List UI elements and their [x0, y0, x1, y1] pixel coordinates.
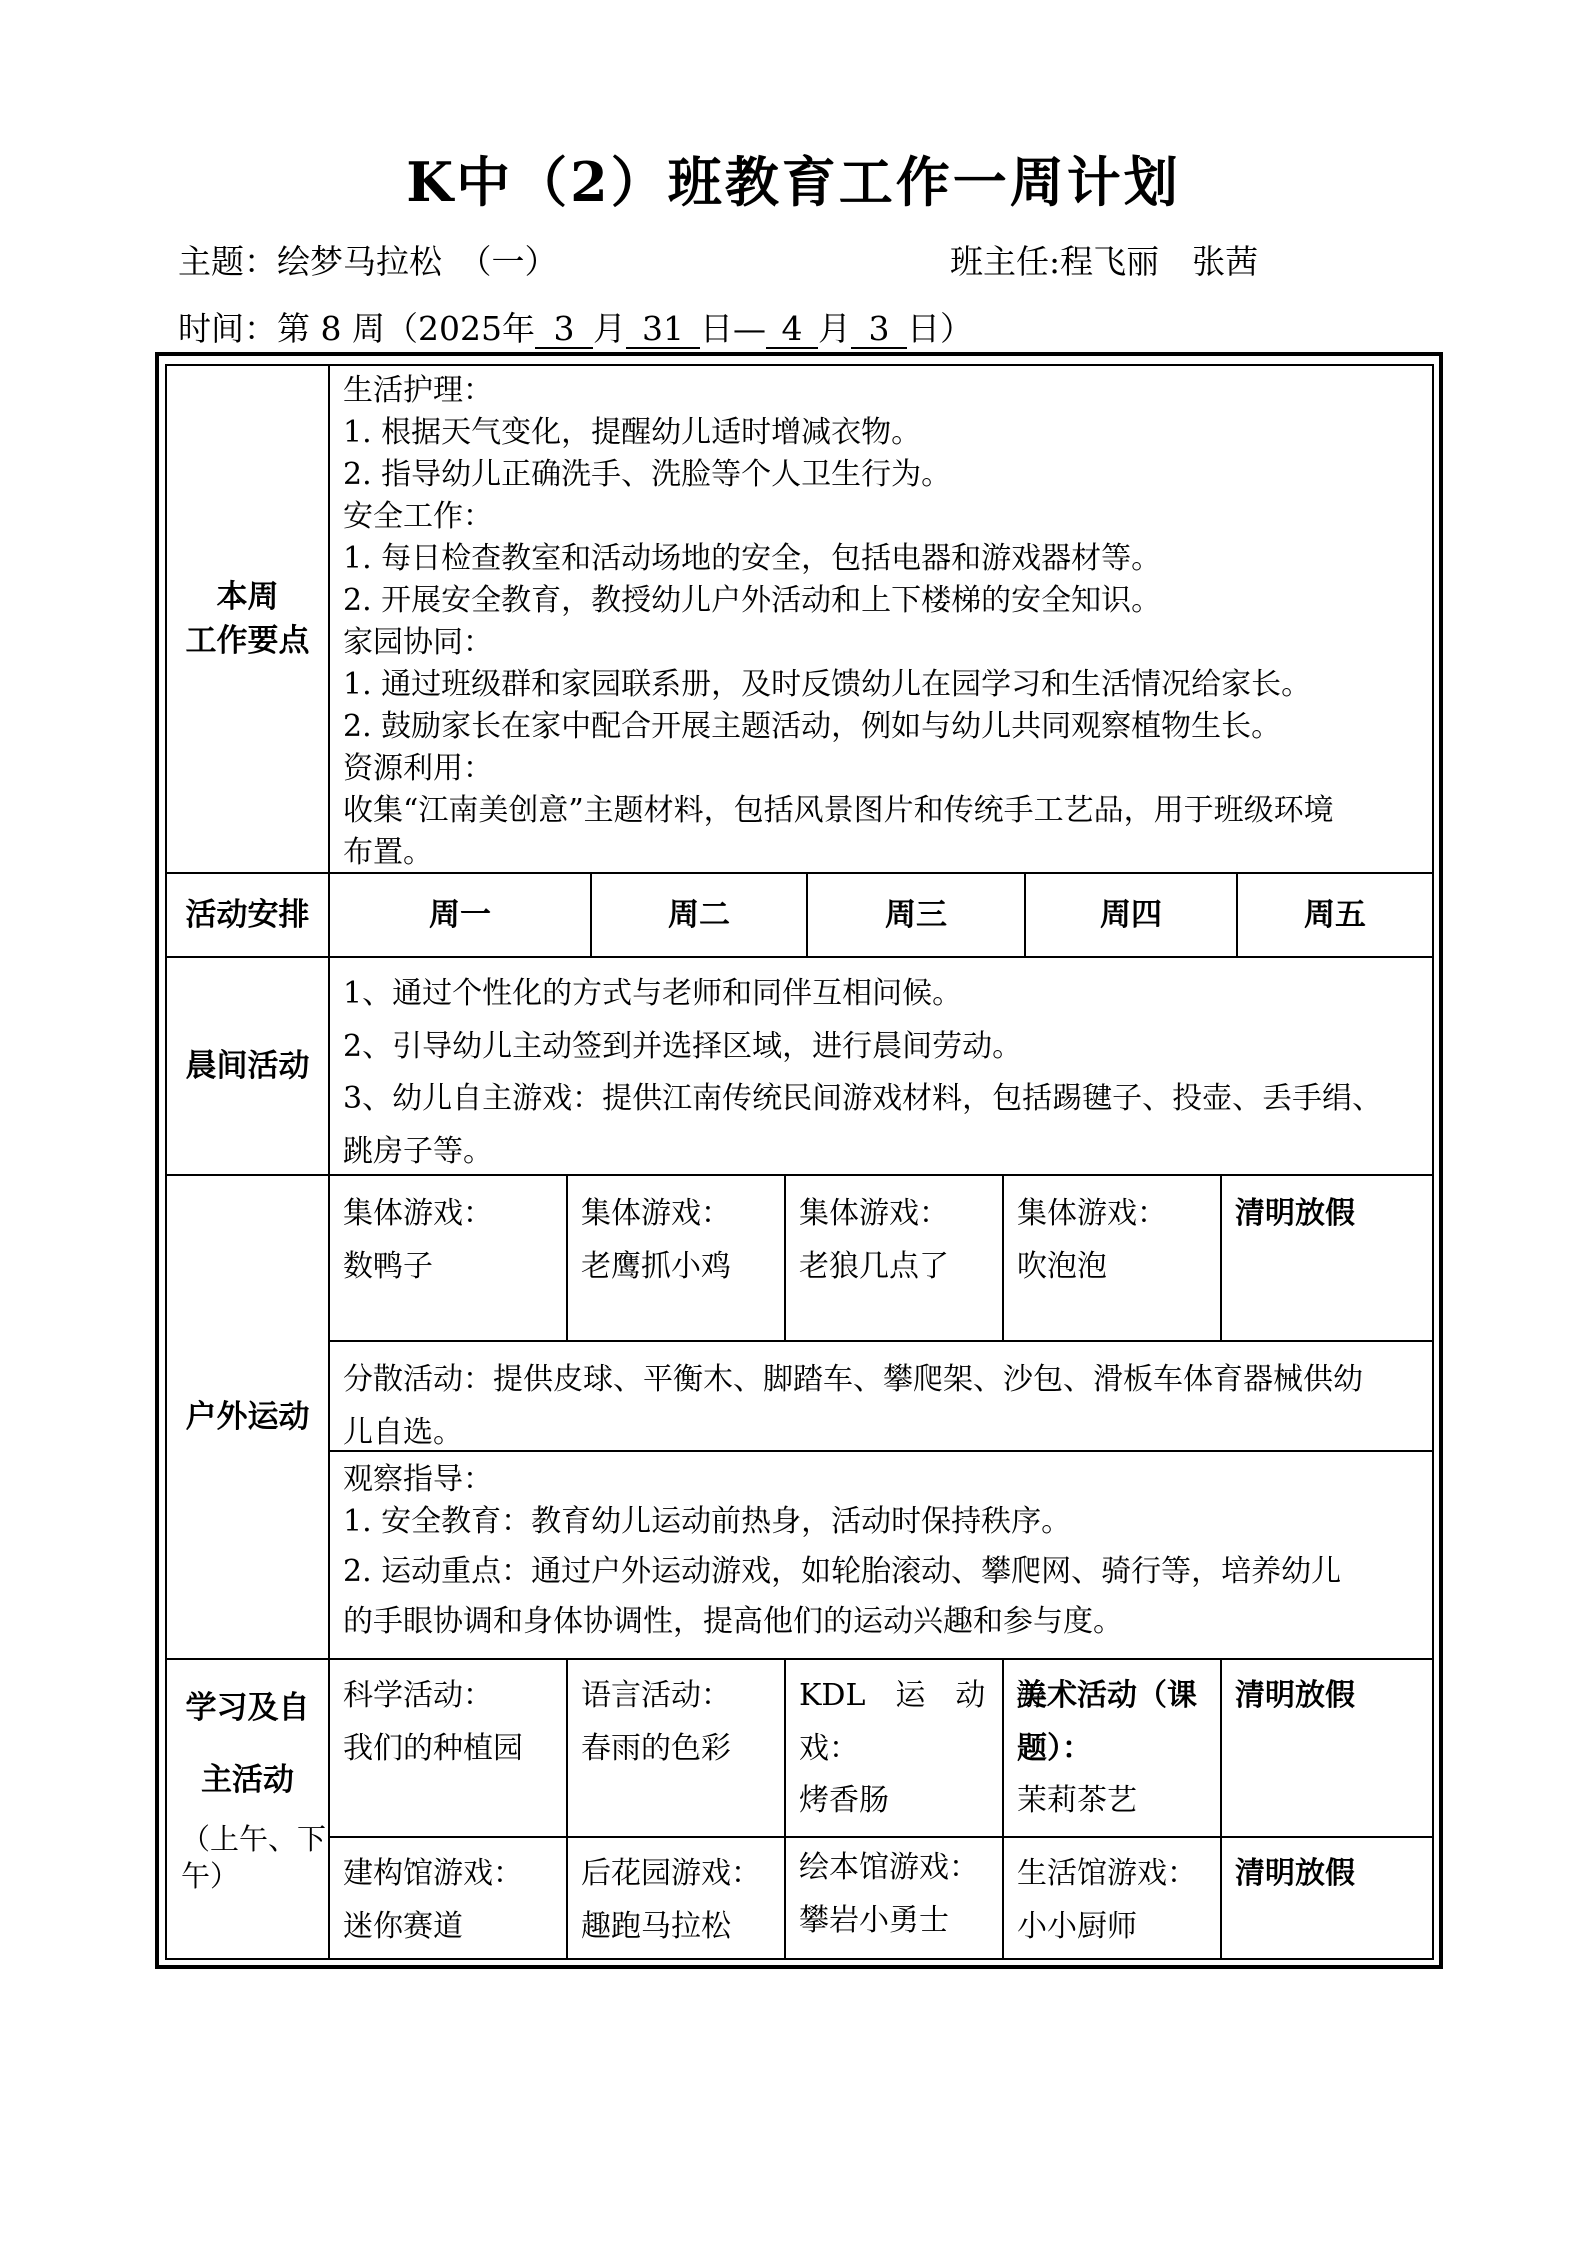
focus-line: 安全工作： — [343, 499, 493, 534]
guide-line: 2. 运动重点：通过户外运动游戏，如轮胎滚动、攀爬网、骑行等，培养幼儿 — [343, 1554, 1342, 1589]
learning-cell — [566, 1658, 786, 1838]
end-day: 3 — [851, 312, 907, 349]
theme-line — [178, 236, 558, 283]
day-label: 周五 — [1304, 896, 1366, 933]
free-activity-line: 分散活动：提供皮球、平衡木、脚踏车、攀爬架、沙包、滑板车体育器械供幼 — [343, 1362, 1363, 1397]
morning-label-cell — [165, 956, 330, 1176]
learning-cell — [784, 1836, 1004, 1960]
teacher-line — [950, 236, 1258, 283]
activity-name: 烤香肠 — [799, 1783, 889, 1818]
activity-name: 趣跑马拉松 — [581, 1908, 731, 1944]
learning-cell — [784, 1658, 1046, 1838]
focus-label-line1: 本周 — [216, 578, 279, 615]
game-name: 数鸭子 — [343, 1248, 433, 1284]
holiday-note: 清明放假 — [1235, 1678, 1355, 1713]
morning-label: 晨间活动 — [185, 1047, 310, 1084]
learning-cell — [328, 1658, 568, 1838]
activity-heading: 后花园游戏： — [581, 1856, 761, 1891]
end-month: 4 — [766, 312, 818, 349]
theme-label: 主题： — [178, 242, 277, 281]
morning-line: 跳房子等。 — [343, 1133, 493, 1169]
focus-label-cell — [165, 364, 330, 874]
outdoor-game-cell — [784, 1174, 1004, 1342]
focus-line: 1. 通过班级群和家园联系册，及时反馈幼儿在园学习和生活情况给家长。 — [343, 667, 1312, 702]
game-name: 老狼几点了 — [799, 1248, 949, 1284]
day-label: 周一 — [429, 896, 491, 933]
learning-label-line: 午） — [181, 1859, 240, 1894]
guide-line: 的手眼协调和身体协调性，提高他们的运动兴趣和参与度。 — [343, 1604, 1123, 1639]
learning-label-line: （上午、下 — [181, 1821, 327, 1856]
start-day: 31 — [626, 312, 700, 349]
learning-cell — [1002, 1836, 1222, 1960]
activity-name: 攀岩小勇士 — [799, 1902, 949, 1938]
focus-line: 收集“江南美创意”主题材料，包括风景图片和传统手工艺品，用于班级环境 — [343, 793, 1334, 828]
day-label: 周四 — [1100, 896, 1162, 933]
activity-heading: 绘本馆游戏： — [799, 1850, 979, 1885]
date-suffix: 日） — [906, 309, 973, 348]
game-heading: 集体游戏： — [799, 1196, 949, 1231]
activity-name: 我们的种植园 — [343, 1730, 523, 1766]
day-header-thu — [1024, 872, 1238, 958]
outdoor-game-cell — [328, 1174, 568, 1342]
activity-heading: KDL 运 动 游 — [799, 1678, 1046, 1713]
learning-cell — [566, 1836, 786, 1960]
activity-heading: 生活馆游戏： — [1017, 1856, 1197, 1891]
activity-name: 小小厨师 — [1017, 1908, 1137, 1944]
game-name: 老鹰抓小鸡 — [581, 1248, 731, 1284]
schedule-label-cell — [165, 872, 330, 958]
theme-value: 绘梦马拉松 （一） — [277, 242, 558, 281]
game-name: 吹泡泡 — [1017, 1248, 1107, 1284]
morning-line: 2、引导幼儿主动签到并选择区域，进行晨间劳动。 — [343, 1028, 1023, 1064]
start-month: 3 — [535, 312, 593, 349]
focus-line: 布置。 — [343, 835, 433, 870]
outdoor-guide-cell — [328, 1450, 1434, 1660]
page-title: K中（2）班教育工作一周计划 — [406, 150, 1181, 214]
time-line — [178, 303, 973, 350]
learning-cell — [328, 1836, 568, 1960]
learning-holiday-cell — [1220, 1836, 1434, 1960]
day-separator: 日— — [699, 309, 766, 348]
focus-line: 生活护理： — [343, 373, 493, 408]
learning-cell — [1002, 1658, 1222, 1838]
outdoor-label-cell — [165, 1174, 330, 1660]
month-word: 月 — [592, 309, 626, 348]
day-label: 周三 — [885, 896, 947, 933]
day-header-mon — [328, 872, 592, 958]
focus-line: 2. 鼓励家长在家中配合开展主题活动，例如与幼儿共同观察植物生长。 — [343, 709, 1282, 744]
focus-label-line2: 工作要点 — [185, 623, 310, 659]
activity-heading: 语言活动： — [581, 1678, 731, 1713]
activity-name: 茉莉茶艺 — [1017, 1783, 1137, 1818]
free-activity-line: 儿自选。 — [343, 1414, 463, 1450]
morning-line: 1、通过个性化的方式与老师和同伴互相问候。 — [343, 976, 963, 1011]
activity-name: 迷你赛道 — [343, 1908, 463, 1944]
morning-line: 3、幼儿自主游戏：提供江南传统民间游戏材料，包括踢毽子、投壶、丢手绢、 — [343, 1081, 1383, 1116]
guide-line: 观察指导： — [343, 1462, 493, 1497]
teacher-label: 班主任: — [950, 242, 1061, 281]
focus-line: 1. 根据天气变化，提醒幼儿适时增减衣物。 — [343, 415, 922, 450]
game-heading: 集体游戏： — [1017, 1196, 1167, 1231]
learning-label-cell — [165, 1658, 330, 1960]
morning-content-cell — [328, 956, 1434, 1176]
time-label: 时间： — [178, 309, 277, 348]
activity-name: 春雨的色彩 — [581, 1730, 731, 1766]
holiday-note: 清明放假 — [1235, 1856, 1355, 1891]
outdoor-label: 户外运动 — [185, 1398, 310, 1435]
activity-heading: 美术活动（课 — [1017, 1678, 1197, 1713]
outdoor-holiday-cell — [1220, 1174, 1434, 1342]
holiday-note: 清明放假 — [1235, 1196, 1355, 1231]
game-heading: 集体游戏： — [581, 1196, 731, 1231]
activity-heading-cont: 题）： — [1017, 1730, 1092, 1766]
activity-heading-cont: 戏： — [799, 1730, 859, 1766]
month-word-2: 月 — [817, 309, 851, 348]
activity-heading: 科学活动： — [343, 1678, 493, 1713]
outdoor-game-cell — [566, 1174, 786, 1342]
day-header-fri — [1236, 872, 1434, 958]
day-label: 周二 — [668, 896, 730, 933]
focus-line: 1. 每日检查教室和活动场地的安全，包括电器和游戏器材等。 — [343, 541, 1162, 576]
focus-line: 资源利用： — [343, 751, 493, 786]
week-prefix: 第 8 周（2025年 — [277, 309, 535, 348]
activity-heading: 建构馆游戏： — [343, 1856, 523, 1891]
learning-label-line: 主活动 — [201, 1762, 294, 1799]
teacher-value: 程飞丽 张茜 — [1060, 242, 1259, 281]
learning-holiday-cell — [1220, 1658, 1434, 1838]
outdoor-game-cell — [1002, 1174, 1222, 1342]
day-header-wed — [806, 872, 1026, 958]
focus-line: 2. 指导幼儿正确洗手、洗脸等个人卫生行为。 — [343, 457, 952, 492]
focus-line: 家园协同： — [343, 625, 493, 660]
outdoor-free-cell — [328, 1340, 1434, 1452]
guide-line: 1. 安全教育：教育幼儿运动前热身，活动时保持秩序。 — [343, 1504, 1072, 1539]
learning-label-line: 学习及自 — [185, 1690, 310, 1726]
day-header-tue — [590, 872, 808, 958]
schedule-label: 活动安排 — [185, 896, 310, 933]
game-heading: 集体游戏： — [343, 1196, 493, 1231]
focus-line: 2. 开展安全教育，教授幼儿户外活动和上下楼梯的安全知识。 — [343, 583, 1162, 618]
focus-content-cell — [328, 364, 1434, 874]
